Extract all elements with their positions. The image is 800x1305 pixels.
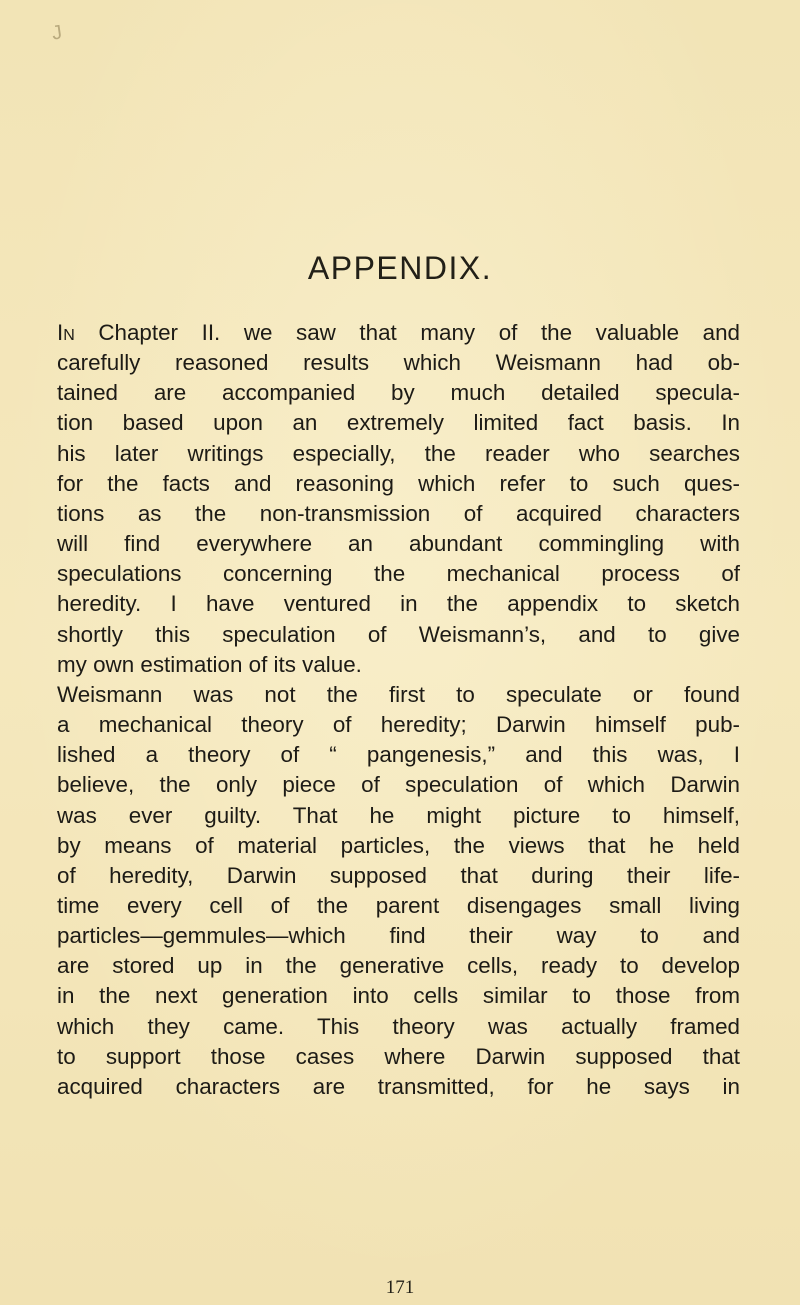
body-text	[57, 318, 740, 1102]
paragraph-1-line: speculations concerning the mechanical process of	[57, 561, 740, 587]
page-number: 171	[385, 1277, 415, 1298]
paragraph-2-line: particles—gemmules—which find their way to and	[57, 923, 740, 949]
paragraph-1-line: for the facts and reasoning which refer to such ques-	[57, 470, 740, 496]
paragraph-2-line: to support those cases where Darwin supposed that	[57, 1043, 740, 1069]
paragraph-1-line: carefully reasoned results which Weismann had ob-	[57, 350, 740, 376]
paragraph-2-line: believe, the only piece of speculation of which Darwin	[57, 772, 740, 798]
paragraph-1-line: tained are accompanied by much detailed specula-	[57, 380, 740, 406]
paragraph-2-line: time every cell of the parent disengages small living	[57, 892, 740, 918]
paragraph-1-line: tions as the non-transmission of acquired characters	[57, 500, 740, 526]
paragraph-2-line: Weismann was not the first to speculate or found	[57, 681, 740, 707]
paragraph-1-line: his later writings especially, the reader who searches	[57, 440, 740, 466]
paragraph-2-line: of heredity, Darwin supposed that during their life-	[57, 862, 740, 888]
paragraph-2-line: was ever guilty. That he might picture to himself,	[57, 802, 740, 828]
paragraph-1-line: heredity. I have ventured in the appendix to sketch	[57, 591, 740, 617]
paragraph-1-line: tion based upon an extremely limited fact basis. In	[57, 410, 740, 436]
page-title: APPENDIX.	[307, 250, 493, 286]
lead-in-word: In	[57, 320, 75, 345]
paragraph-2-line: by means of material particles, the views that he held	[57, 832, 740, 858]
paragraph-1-line-1: In Chapter II. we saw that many of the valuable and	[57, 320, 740, 345]
paragraph-1-line: shortly this speculation of Weismann’s, and to give	[57, 621, 740, 647]
paragraph-2-line: a mechanical theory of heredity; Darwin himself pub-	[57, 712, 740, 738]
paragraph-2-line: acquired characters are transmitted, for he says in	[57, 1073, 740, 1099]
paragraph-1-line: my own estimation of its value.	[57, 651, 362, 677]
paragraph-2-line: lished a theory of “ pangenesis,” and this was, I	[57, 742, 740, 768]
paragraph-2-line: which they came. This theory was actually framed	[57, 1013, 740, 1039]
paragraph-1-line: will find everywhere an abundant commingling with	[57, 531, 740, 557]
paragraph-2-line: are stored up in the generative cells, ready to develop	[57, 953, 740, 979]
corner-pencil-mark: J	[50, 21, 64, 45]
paragraph-2-line: in the next generation into cells similar to those from	[57, 983, 740, 1009]
